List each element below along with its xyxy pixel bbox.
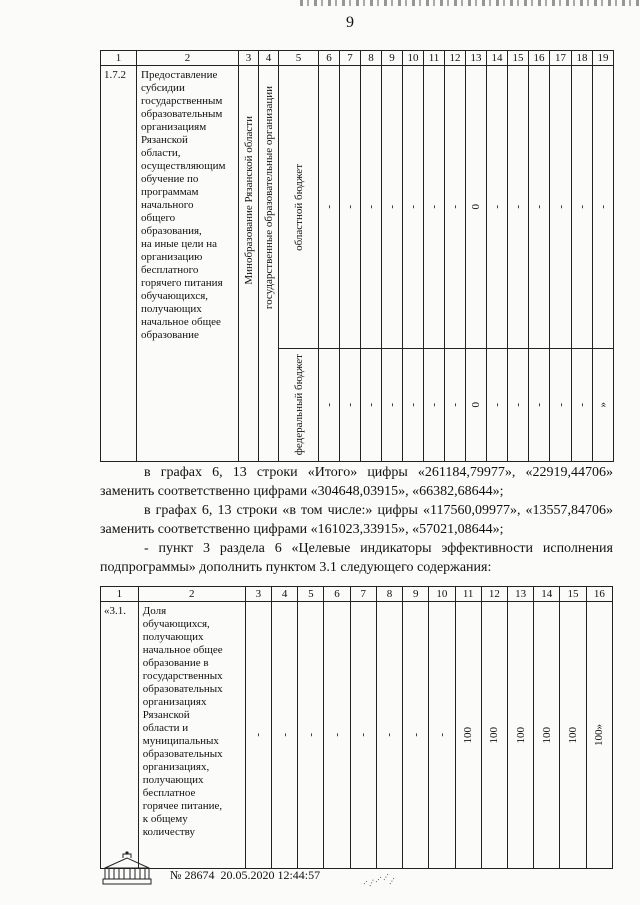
col-header: 7 bbox=[350, 587, 376, 602]
col-header: 3 bbox=[239, 51, 259, 66]
value-cell: 0 bbox=[466, 349, 487, 462]
value-cell: - bbox=[382, 349, 403, 462]
col-header: 16 bbox=[586, 587, 612, 602]
col-header: 11 bbox=[424, 51, 445, 66]
value-cell: - bbox=[403, 349, 424, 462]
participant-cell: государственные образовательные организации bbox=[259, 66, 279, 462]
table-row bbox=[101, 602, 613, 869]
value-cell: - bbox=[529, 349, 550, 462]
ink-marks bbox=[360, 866, 420, 890]
value-cell: - bbox=[361, 66, 382, 349]
col-header: 6 bbox=[319, 51, 340, 66]
row-id: 1.7.2 bbox=[101, 66, 137, 462]
col-header: 1 bbox=[101, 587, 139, 602]
value-cell: - bbox=[319, 66, 340, 349]
source-regional-cell: областной бюджет bbox=[279, 66, 319, 349]
col-header: 8 bbox=[361, 51, 382, 66]
value-cell: - bbox=[445, 349, 466, 462]
value-cell: - bbox=[376, 602, 402, 869]
value-cell: - bbox=[429, 602, 455, 869]
executor-cell: Минобразование Рязанской области bbox=[239, 66, 259, 462]
table-indicators bbox=[100, 586, 613, 869]
value-cell: 100 bbox=[534, 602, 560, 869]
value-cell: - bbox=[487, 66, 508, 349]
value-cell: - bbox=[593, 66, 614, 349]
source-federal-cell: федеральный бюджет bbox=[279, 349, 319, 462]
col-header: 10 bbox=[429, 587, 455, 602]
value-cell: - bbox=[340, 66, 361, 349]
value-cell: 0 bbox=[466, 66, 487, 349]
col-header: 7 bbox=[340, 51, 361, 66]
table-row bbox=[101, 66, 614, 349]
value-cell: - bbox=[550, 349, 572, 462]
value-cell: - bbox=[319, 349, 340, 462]
col-header: 4 bbox=[272, 587, 298, 602]
table-header-row bbox=[101, 587, 613, 602]
col-header: 16 bbox=[529, 51, 550, 66]
amendment-text bbox=[100, 463, 613, 577]
col-header: 5 bbox=[298, 587, 324, 602]
col-header: 10 bbox=[403, 51, 424, 66]
col-header: 18 bbox=[572, 51, 593, 66]
col-header: 13 bbox=[507, 587, 533, 602]
table-funding bbox=[100, 50, 614, 462]
col-header: 6 bbox=[324, 587, 350, 602]
value-cell: - bbox=[550, 66, 572, 349]
value-cell: - bbox=[350, 602, 376, 869]
paragraph: в графах 6, 13 строки «в том числе:» цифры «117560,09977», «13557,84706» заменить соответственно цифрами «161023,33915», «57021,08644»; bbox=[100, 503, 613, 537]
scan-artifact bbox=[300, 0, 640, 6]
value-cell: - bbox=[487, 349, 508, 462]
col-header: 13 bbox=[466, 51, 487, 66]
value-cell: - bbox=[529, 66, 550, 349]
col-header: 12 bbox=[445, 51, 466, 66]
paragraph: в графах 6, 13 строки «Итого» цифры «261184,79977», «22919,44706» заменить соответственно цифрами «304648,03915», «66382,68644»; bbox=[100, 465, 613, 499]
value-cell: - bbox=[572, 349, 593, 462]
col-header: 4 bbox=[259, 51, 279, 66]
registration-datetime: 20.05.2020 12:44:57 bbox=[220, 868, 321, 882]
value-cell: - bbox=[298, 602, 324, 869]
col-header: 19 bbox=[593, 51, 614, 66]
value-cell: - bbox=[424, 66, 445, 349]
col-header: 9 bbox=[403, 587, 429, 602]
col-header: 12 bbox=[481, 587, 507, 602]
value-cell: 100 bbox=[560, 602, 586, 869]
col-header: 5 bbox=[279, 51, 319, 66]
value-cell: 100 bbox=[507, 602, 533, 869]
col-header: 1 bbox=[101, 51, 137, 66]
row-id: «3.1. bbox=[101, 602, 139, 869]
col-header: 17 bbox=[550, 51, 572, 66]
registration-stamp bbox=[170, 868, 320, 883]
col-header: 15 bbox=[560, 587, 586, 602]
value-cell: - bbox=[508, 349, 529, 462]
value-cell: - bbox=[424, 349, 445, 462]
col-header: 2 bbox=[138, 587, 245, 602]
value-cell: 100» bbox=[586, 602, 612, 869]
col-header: 2 bbox=[137, 51, 239, 66]
value-cell: - bbox=[361, 349, 382, 462]
value-cell: - bbox=[572, 66, 593, 349]
value-cell: » bbox=[593, 349, 614, 462]
value-cell: - bbox=[445, 66, 466, 349]
value-cell: - bbox=[272, 602, 298, 869]
value-cell: - bbox=[324, 602, 350, 869]
row-description: Доля обучающихся, получающих начальное общее образование в государственных образовательных организациях Рязанской области и муниципальных образовательных организациях, получающих бесплатное горячее питание, к общему количеству bbox=[138, 602, 245, 869]
value-cell: - bbox=[508, 66, 529, 349]
paragraph: - пункт 3 раздела 6 «Целевые индикаторы эффективности исполнения подпрограммы» дополнить пунктом 3.1 следующего содержания: bbox=[100, 541, 613, 575]
row-description: Предоставление субсидии государственным образовательным организациям Рязанской области, осуществляющим обучение по программам начального общего образования, на иные цели на организацию бесплатного горячего питания обучающихся, получающих начальное общее образование bbox=[137, 66, 239, 462]
col-header: 11 bbox=[455, 587, 481, 602]
col-header: 15 bbox=[508, 51, 529, 66]
col-header: 14 bbox=[487, 51, 508, 66]
col-header: 9 bbox=[382, 51, 403, 66]
value-cell: - bbox=[245, 602, 271, 869]
value-cell: - bbox=[382, 66, 403, 349]
value-cell: 100 bbox=[455, 602, 481, 869]
value-cell: - bbox=[403, 602, 429, 869]
col-header: 3 bbox=[245, 587, 271, 602]
value-cell: - bbox=[340, 349, 361, 462]
page-number: 9 bbox=[346, 14, 354, 31]
table-header-row bbox=[101, 51, 614, 66]
value-cell: - bbox=[403, 66, 424, 349]
col-header: 8 bbox=[376, 587, 402, 602]
value-cell: 100 bbox=[481, 602, 507, 869]
col-header: 14 bbox=[534, 587, 560, 602]
registration-number: № 28674 bbox=[170, 868, 215, 882]
government-building-icon bbox=[101, 850, 153, 886]
